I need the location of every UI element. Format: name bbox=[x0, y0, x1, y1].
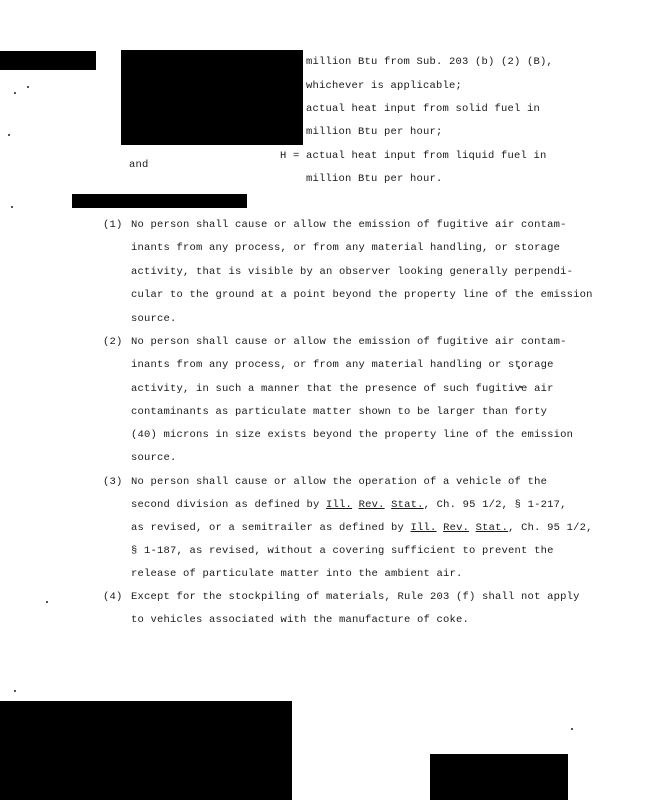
top-line-6: million Btu per hour. bbox=[306, 173, 443, 185]
top-line-4: million Btu per hour; bbox=[306, 126, 443, 138]
item-4-line: to vehicles associated with the manufacture of coke. bbox=[131, 614, 470, 626]
item-1-line: activity, that is visible by an observer looking generally perpendi- bbox=[131, 266, 574, 278]
item-2-line: (40) microns in size exists beyond the property line of the emission bbox=[131, 429, 574, 441]
scan-speck bbox=[8, 134, 10, 136]
item-3-text: as revised, or a semitrailer as defined by bbox=[131, 522, 411, 534]
item-3-text: , Ch. 95 1/2, bbox=[508, 522, 593, 534]
item-number: (4) bbox=[103, 591, 123, 603]
item-1-line: inants from any process, or from any material handling, or storage bbox=[131, 242, 561, 254]
redaction-block-top bbox=[121, 50, 303, 145]
item-3-line: release of particulate matter into the ambient air. bbox=[131, 568, 463, 580]
redaction-block-bottom-left bbox=[0, 701, 292, 800]
citation-ill: Ill. bbox=[326, 499, 353, 511]
scan-speck bbox=[14, 92, 16, 94]
scan-speck bbox=[46, 601, 48, 603]
redaction-bar-heading bbox=[72, 194, 247, 208]
top-line-5: actual heat input from liquid fuel in bbox=[306, 150, 547, 162]
citation-rev: Rev. bbox=[358, 499, 385, 511]
item-2-line: inants from any process, or from any material handling or storage bbox=[131, 359, 554, 371]
h-variable-label: H bbox=[280, 150, 287, 162]
top-line-1: million Btu from Sub. 203 (b) (2) (B), bbox=[306, 56, 554, 68]
h-equals-sign: = bbox=[293, 150, 300, 162]
scan-speck bbox=[11, 206, 13, 208]
item-number: (3) bbox=[103, 476, 123, 488]
citation-stat: Stat. bbox=[475, 522, 509, 534]
and-word: and bbox=[129, 159, 149, 171]
redaction-bar-top-left bbox=[0, 51, 96, 70]
item-3-line: § 1-187, as revised, without a covering sufficient to prevent the bbox=[131, 545, 554, 557]
scan-speck bbox=[14, 690, 16, 692]
item-1-line: No person shall cause or allow the emission of fugitive air contam- bbox=[131, 219, 567, 231]
item-4-line: Except for the stockpiling of materials, Rule 203 (f) shall not apply bbox=[131, 591, 580, 603]
top-line-2: whichever is applicable; bbox=[306, 80, 463, 92]
item-1-line: source. bbox=[131, 313, 177, 325]
item-1-line: cular to the ground at a point beyond the property line of the emission bbox=[131, 289, 593, 301]
item-3-line bbox=[131, 522, 593, 534]
citation-stat: Stat. bbox=[391, 499, 424, 511]
item-2-line: contaminants as particulate matter shown to be larger than forty bbox=[131, 406, 548, 418]
citation-ill: Ill. bbox=[410, 522, 437, 534]
item-3-line bbox=[131, 499, 567, 511]
item-3-text: second division as defined by bbox=[131, 499, 327, 511]
redaction-block-bottom-right bbox=[430, 754, 568, 800]
item-3-line: No person shall cause or allow the operation of a vehicle of the bbox=[131, 476, 548, 488]
item-2-line: No person shall cause or allow the emission of fugitive air contam- bbox=[131, 336, 567, 348]
item-3-text: , Ch. 95 1/2, § 1-217, bbox=[423, 499, 567, 511]
scan-speck bbox=[27, 86, 29, 88]
item-2-line: activity, in such a manner that the presence of such fugitive air bbox=[131, 383, 554, 395]
citation-rev: Rev. bbox=[443, 522, 470, 534]
scan-speck bbox=[571, 728, 573, 730]
top-line-3: actual heat input from solid fuel in bbox=[306, 103, 541, 115]
item-2-line: source. bbox=[131, 452, 177, 464]
item-number: (2) bbox=[103, 336, 123, 348]
item-number: (1) bbox=[103, 219, 123, 231]
